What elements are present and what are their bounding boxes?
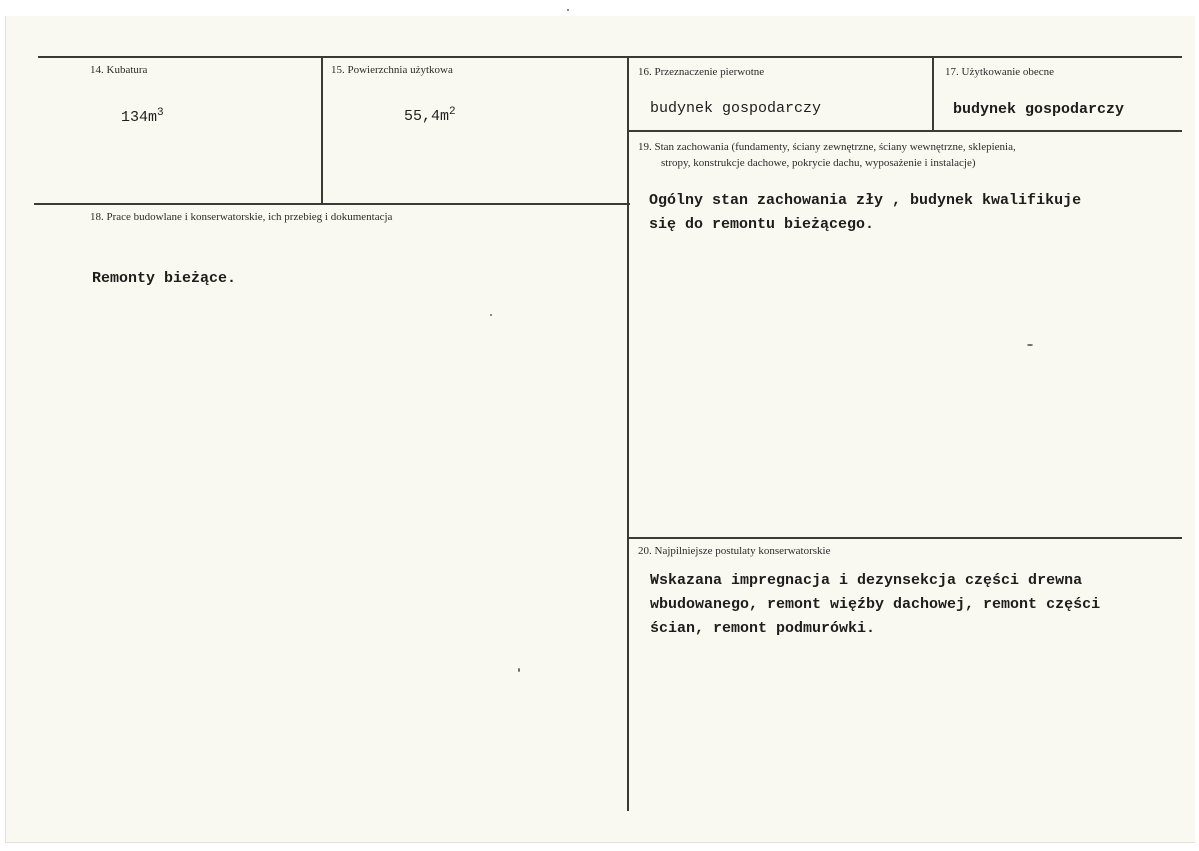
stan-value: [649, 189, 1081, 237]
right-top-border-line: [629, 130, 1182, 132]
uzytkowanie-value: budynek gospodarczy: [953, 101, 1125, 118]
paper-speck: [567, 9, 569, 11]
powierzchnia-label: 15. Powierzchnia użytkowa: [331, 64, 453, 76]
postulaty-value-line-1: Wskazana impregnacja i dezynsekcja części drewna: [650, 572, 1083, 589]
prace-value: Remonty bieżące.: [92, 270, 237, 287]
kubatura-unit-exponent: 3: [157, 107, 164, 119]
prace-label: 18. Prace budowlane i konserwatorskie, ich przebieg i dokumentacja: [90, 211, 393, 223]
postulaty-value-line-3: ścian, remont podmurówki.: [650, 620, 876, 637]
powierzchnia-number: 55,4m: [404, 108, 450, 125]
paper-speck: [518, 668, 520, 672]
kubatura-number: 134m: [121, 109, 158, 126]
record-card: [5, 16, 1195, 843]
top-border-line: [38, 56, 1182, 58]
main-vertical-divider: [627, 57, 629, 811]
section-19-bottom-line: [629, 537, 1182, 539]
stan-value-line-1: Ogólny stan zachowania zły , budynek kwalifikuje: [649, 192, 1082, 209]
paper-speck: [490, 314, 492, 316]
przeznaczenie-value: budynek gospodarczy: [650, 100, 822, 117]
divider-14-15: [321, 57, 323, 204]
przeznaczenie-label: 16. Przeznaczenie pierwotne: [638, 66, 765, 78]
postulaty-label: 20. Najpilniejsze postulaty konserwatorskie: [638, 545, 831, 557]
powierzchnia-value: [404, 108, 456, 125]
uzytkowanie-label: 17. Użytkowanie obecne: [945, 66, 1055, 78]
stan-label: [638, 139, 1016, 171]
kubatura-value: [121, 109, 164, 126]
powierzchnia-unit-exponent: 2: [449, 106, 456, 118]
stan-value-line-2: się do remontu bieżącego.: [649, 216, 875, 233]
postulaty-value-line-2: wbudowanego, remont więźby dachowej, remont części: [650, 596, 1101, 613]
left-mid-border-line: [34, 203, 630, 205]
stan-label-line-2: stropy, konstrukcje dachowe, pokrycie dachu, wyposażenie i instalacje): [661, 157, 976, 169]
kubatura-label: 14. Kubatura: [90, 64, 148, 76]
postulaty-value: [650, 569, 1100, 641]
divider-16-17: [932, 57, 934, 132]
stan-label-line-1: 19. Stan zachowania (fundamenty, ściany zewnętrzne, ściany wewnętrzne, sklepienia,: [638, 141, 1016, 153]
paper-speck: [1027, 344, 1033, 346]
